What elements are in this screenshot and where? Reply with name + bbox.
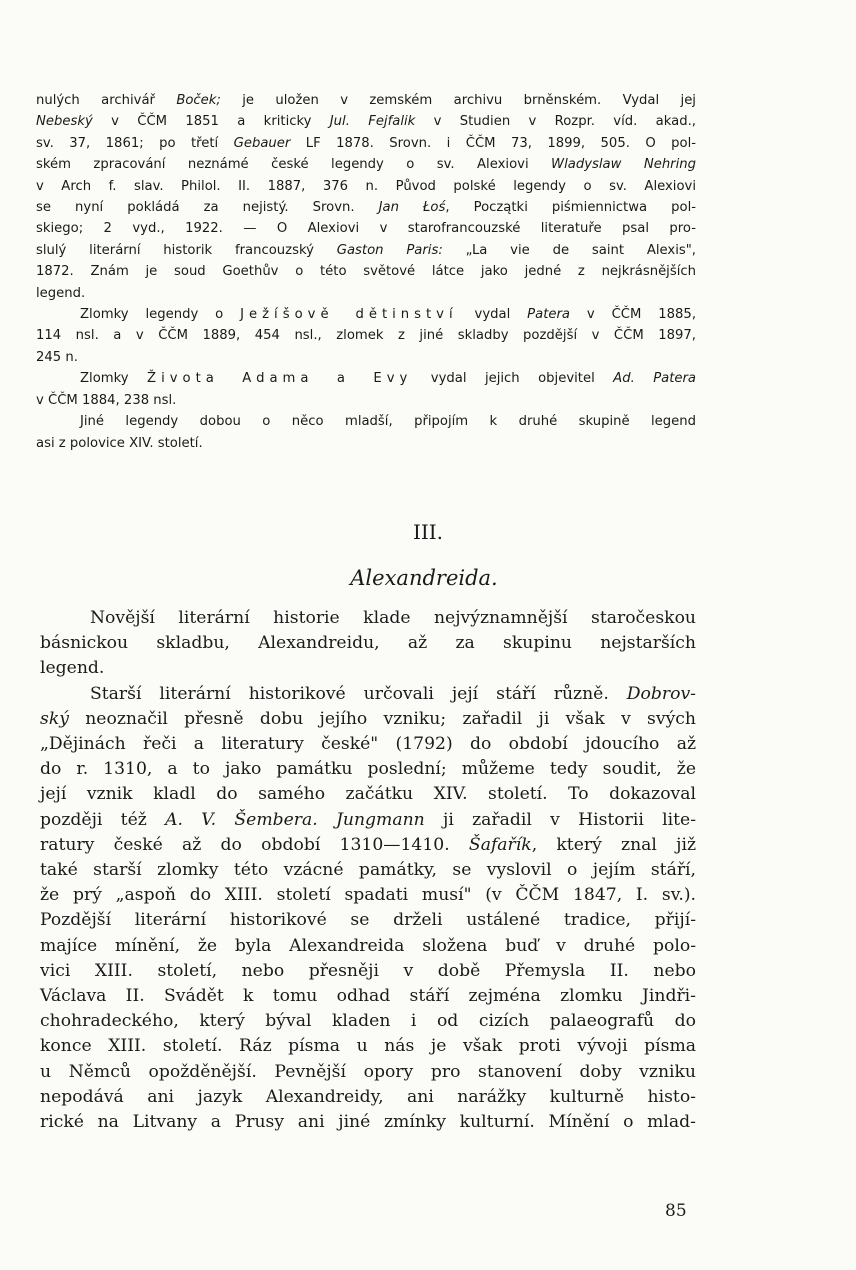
text-line: majíce mínění, že byla Alexandreida složena buď v druhé polo- — [40, 935, 696, 956]
body-paragraph-1 — [40, 606, 696, 682]
text-line: ratury české až do období 1310—1410. Šafařík, který znal již — [40, 834, 696, 855]
text-line: legend. — [36, 285, 86, 301]
text-line: Jiné legendy dobou o něco mladší, připojím k druhé skupině legend — [80, 414, 696, 430]
page-number: 85 — [665, 1201, 687, 1221]
text-line: „Dějinách řeči a literatury české" (1792) do období jdoucího až — [40, 734, 696, 755]
text-line: Pozdější literární historikové se drželi ustálené tradice, přijí- — [40, 910, 696, 931]
text-line: ský neoznačil přesně dobu jejího vzniku; zařadil ji však v svých — [40, 708, 696, 729]
text-line: nulých archivář Boček; je uložen v zemském archivu brněnském. Vydal jej — [36, 93, 696, 108]
text-line: 114 nsl. a v ČČM 1889, 454 nsl., zlomek z jiné skladby pozdější v ČČM 1897, — [36, 328, 696, 344]
note-paragraph-alexius — [36, 90, 696, 304]
note-paragraph-childhood — [36, 304, 696, 368]
text-line: později též A. V. Šembera. Jungmann ji zařadil v Historii lite- — [40, 809, 697, 830]
text-line: skiego; 2 vyd., 1922. — O Alexiovi v starofrancouzské literatuře psal pro- — [36, 221, 696, 237]
note-paragraph-adam-eva — [36, 368, 696, 411]
text-line: 1872. Znám je soud Goethův o této světové látce jako jedné z nejkrásnějších — [36, 264, 696, 280]
text-line: u Němců opožděnější. Pevnější opory pro stanovení doby vzniku — [40, 1061, 696, 1082]
footnote-block — [36, 90, 696, 454]
text-line: Starší literární historikové určovali její stáří různě. Dobrov- — [90, 683, 696, 704]
text-line: její vznik kladl do samého začátku XIV. století. To dokazoval — [40, 784, 696, 805]
text-line: konce XIII. století. Ráz písma u nás je však proti vývoji písma — [40, 1036, 696, 1057]
text-line: do r. 1310, a to jako památku poslední; můžeme tedy soudit, že — [40, 759, 696, 780]
text-line: v Arch f. slav. Philol. II. 1887, 376 n. Původ polské legendy o sv. Alexiovi — [36, 178, 696, 194]
text-line: ském zpracování neznámé české legendy o sv. Alexiovi Wladyslaw Nehring — [36, 157, 696, 173]
text-line: rické na Litvany a Prusy ani jiné zmínky kulturní. Mínění o mlad- — [40, 1112, 696, 1133]
text-line: asi z polovice XIV. století. — [36, 435, 203, 451]
text-line: nepodává ani jazyk Alexandreidy, ani narážky kulturně histo- — [40, 1086, 696, 1107]
text-line: chohradeckého, který býval kladen i od cizích palaeografů do — [40, 1011, 696, 1032]
text-line: slulý literární historik francouzský Gaston Paris: „La vie de saint Alexis", — [36, 242, 696, 258]
note-paragraph-other-legends — [36, 411, 696, 454]
text-line: legend. — [40, 658, 105, 679]
text-line: 245 n. — [36, 349, 78, 365]
text-line: se nyní pokládá za nejistý. Srovn. Jan Łoś, Początki piśmiennictwa pol- — [36, 200, 697, 216]
text-line: také starší zlomky této vzácné památky, se vyslovil o jejím stáří, — [40, 860, 696, 881]
text-line: Novější literární historie klade nejvýznamnější staročeskou — [90, 608, 696, 628]
body-paragraph-2 — [40, 682, 696, 1136]
text-line: básnickou skladbu, Alexandreidu, až za skupinu nejstarších — [40, 633, 696, 654]
text-line: že prý „aspoň do XIII. století spadati musí" (v ČČM 1847, I. sv.). — [40, 885, 696, 906]
text-line: sv. 37, 1861; po třetí Gebauer LF 1878. Srovn. i ČČM 73, 1899, 505. O pol- — [36, 135, 696, 151]
text-line: Václava II. Svádět k tomu odhad stáří zejména zlomku Jindři- — [40, 986, 696, 1007]
text-line: Nebeský v ČČM 1851 a kriticky Jul. Fejfalik v Studien v Rozpr. víd. akad., — [36, 114, 696, 130]
text-line: v ČČM 1884, 238 nsl. — [36, 392, 177, 408]
text-line: vici XIII. století, nebo přesněji v době Přemysla II. nebo — [40, 960, 696, 981]
section-title: Alexandreida. — [350, 566, 498, 590]
text-line: Zlomky legendy o Ježíšově dětinství vydal Patera v ČČM 1885, — [80, 307, 697, 323]
main-text — [40, 606, 696, 1135]
text-line: Zlomky Života Adama a Evy vydal jejich objevitel Ad. Patera — [80, 371, 697, 387]
section-number: III. — [412, 520, 444, 544]
